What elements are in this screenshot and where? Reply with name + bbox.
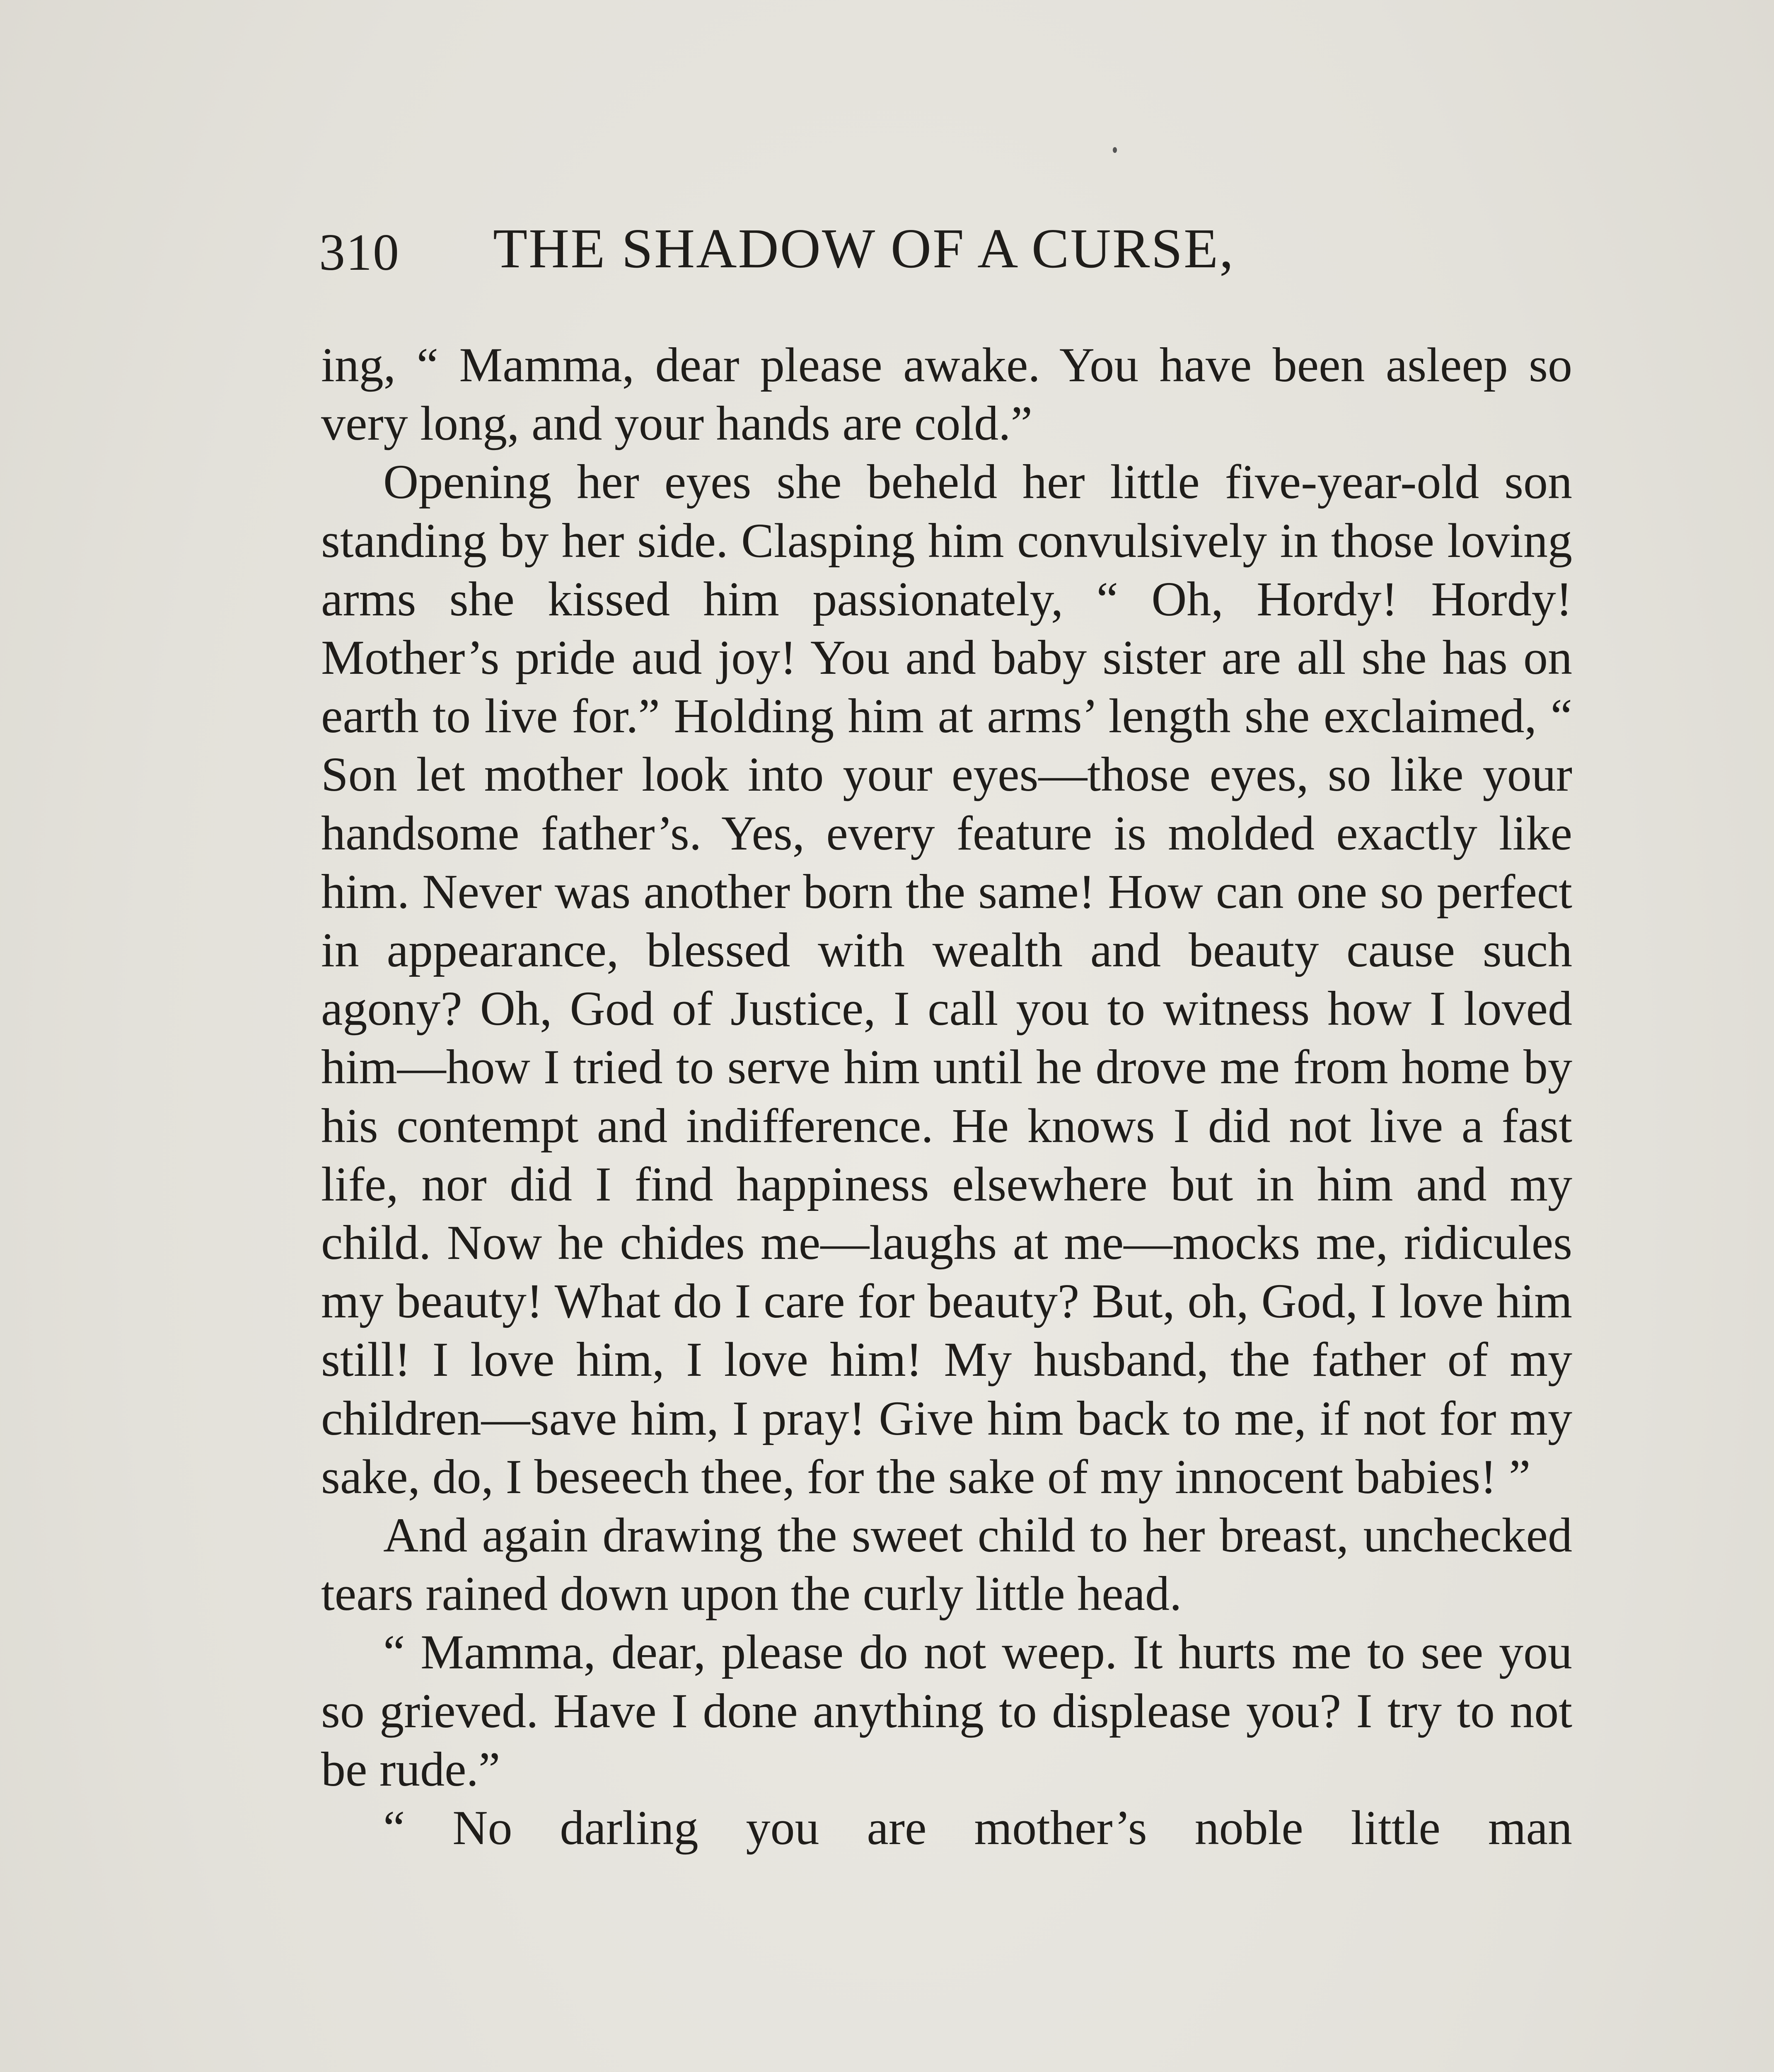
paragraph-4: “ Mamma, dear, please do not weep. It hurts me to see you so grieved. Have I done anything to displease you? I try to not be rude.” xyxy=(321,1625,1572,1796)
page-number: 310 xyxy=(319,224,400,281)
paragraph-5: “ No darling you are mother’s noble little man xyxy=(383,1801,1572,1855)
paragraph-1: ing, “ Mamma, dear please awake. You have been asleep so very long, and your hands are cold.” xyxy=(321,338,1572,451)
paragraph-3: And again drawing the sweet child to her breast, unchecked tears rained down upon the curly little head. xyxy=(321,1508,1572,1621)
paragraph-2: Opening her eyes she beheld her little five-year-old son standing by her side. Clasping him convulsively in those loving arms she kissed him passionately, “ Oh, Hordy! Hordy! Mother’s pride aud joy! You and baby sister are all she has on earth to live for.” Holding him at arms’ length she exclaimed, “ Son let mother look into your eyes—those eyes, so like your handsome father’s. Yes, every feature is molded exactly like him. Never was another born the same! How can one so perfect in appearance, blessed with wealth and beauty cause such agony? Oh, God of Justice, I call you to witness how I loved him—how I tried to serve him until he drove me from home by his contempt and indifference. He knows I did not live a fast life, nor did I find happiness elsewhere but in him and my child. Now he chides me—laughs at me—mocks me, ridicules my beauty! What do I care for beauty? But, oh, God, I love him still! I love him, I love him! My husband, the father of my children—save him, I pray! Give him back to me, if not for my sake, do, I beseech thee, for the sake of my innocent babies! ” xyxy=(321,455,1572,1504)
running-title: THE SHADOW OF A CURSE, xyxy=(493,218,1235,280)
ink-speck xyxy=(1113,147,1117,153)
body-text xyxy=(321,336,1572,1857)
page-header xyxy=(319,203,1574,286)
